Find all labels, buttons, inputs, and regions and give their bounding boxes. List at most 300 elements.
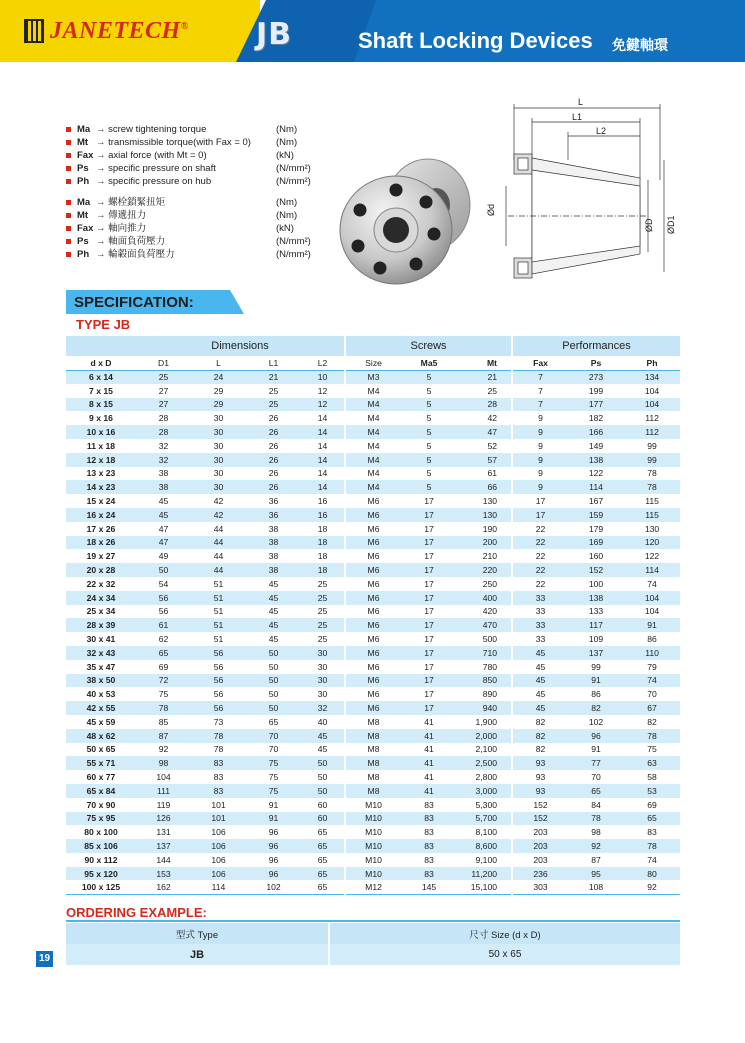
table-row: [66, 674, 680, 688]
table-cell: 91: [568, 743, 624, 757]
table-cell: 45: [512, 687, 568, 701]
legend-text: 螺栓鎖緊扭矩: [108, 197, 166, 208]
table-row: [66, 549, 680, 563]
table-cell: M6: [345, 494, 401, 508]
table-cell: 111: [136, 784, 191, 798]
table-cell: 38: [246, 536, 301, 550]
arrow-icon: →: [96, 163, 106, 174]
legend-description: [96, 123, 206, 136]
table-cell: 80 x 100: [66, 825, 136, 839]
table-cell: 74: [624, 577, 680, 591]
table-cell: 95 x 120: [66, 867, 136, 881]
table-cell: 50: [301, 770, 345, 784]
specification-title: SPECIFICATION:: [74, 294, 194, 311]
table-cell: 42: [191, 494, 246, 508]
table-cell: M6: [345, 660, 401, 674]
table-cell: 25: [301, 577, 345, 591]
table-cell: 710: [457, 646, 512, 660]
table-cell: 106: [191, 853, 246, 867]
table-cell: 51: [191, 577, 246, 591]
table-row: [66, 812, 680, 826]
bullet-icon: [66, 226, 71, 231]
table-cell: 93: [512, 756, 568, 770]
table-cell: 138: [568, 591, 624, 605]
table-cell: 122: [568, 467, 624, 481]
table-cell: 114: [568, 480, 624, 494]
table-cell: 101: [191, 812, 246, 826]
table-cell: 160: [568, 549, 624, 563]
legend-unit: (N/mm²): [276, 176, 311, 187]
table-cell: 1,900: [457, 715, 512, 729]
table-cell: 200: [457, 536, 512, 550]
table-cell: M4: [345, 480, 401, 494]
table-cell: 26: [246, 467, 301, 481]
table-cell: 24 x 34: [66, 591, 136, 605]
column-header: Ph: [624, 356, 680, 370]
table-cell: 22: [512, 577, 568, 591]
table-row: [66, 425, 680, 439]
legend-description: [96, 149, 207, 162]
table-cell: 210: [457, 549, 512, 563]
table-cell: 56: [191, 660, 246, 674]
table-cell: 92: [136, 743, 191, 757]
table-cell: 33: [512, 605, 568, 619]
legend-description: [96, 136, 251, 149]
table-cell: 93: [512, 770, 568, 784]
ordering-size-value: 50 x 65: [329, 944, 680, 965]
table-cell: 179: [568, 522, 624, 536]
table-cell: 96: [246, 867, 301, 881]
table-cell: 56: [191, 687, 246, 701]
table-cell: 137: [568, 646, 624, 660]
brand-logo: [50, 18, 189, 45]
table-cell: 66: [457, 480, 512, 494]
table-cell: 95: [568, 867, 624, 881]
table-cell: 17: [401, 494, 457, 508]
table-cell: 65: [301, 825, 345, 839]
arrow-icon: →: [96, 137, 106, 148]
table-cell: 24: [191, 370, 246, 384]
table-cell: 50: [246, 674, 301, 688]
table-row: [66, 536, 680, 550]
table-cell: 55 x 71: [66, 756, 136, 770]
table-cell: 40 x 53: [66, 687, 136, 701]
table-row: [66, 577, 680, 591]
table-cell: 122: [624, 549, 680, 563]
table-cell: 75: [624, 743, 680, 757]
table-cell: 114: [624, 563, 680, 577]
bullet-icon: [66, 239, 71, 244]
table-cell: 8 x 15: [66, 398, 136, 412]
table-cell: 45: [512, 701, 568, 715]
table-cell: 162: [136, 880, 191, 894]
table-cell: 14: [301, 480, 345, 494]
table-cell: 144: [136, 853, 191, 867]
table-cell: M8: [345, 729, 401, 743]
table-cell: 32: [136, 453, 191, 467]
table-cell: 15 x 24: [66, 494, 136, 508]
table-row: [66, 729, 680, 743]
table-cell: 92: [624, 880, 680, 894]
table-cell: 17: [401, 536, 457, 550]
table-cell: M8: [345, 756, 401, 770]
table-cell: 78: [624, 467, 680, 481]
table-row: [66, 660, 680, 674]
table-cell: 203: [512, 825, 568, 839]
legend-unit: (N/mm²): [276, 163, 311, 174]
legend-text: specific pressure on shaft: [108, 163, 216, 174]
table-cell: 9: [512, 467, 568, 481]
table-cell: 126: [136, 812, 191, 826]
page-title-zh: 免鍵軸環: [612, 38, 668, 54]
table-cell: 177: [568, 398, 624, 412]
table-cell: 104: [624, 605, 680, 619]
table-cell: 133: [568, 605, 624, 619]
table-cell: 30: [191, 467, 246, 481]
table-row: [66, 384, 680, 398]
table-cell: 11 x 18: [66, 439, 136, 453]
table-cell: 86: [568, 687, 624, 701]
table-cell: 130: [457, 494, 512, 508]
table-cell: 61: [136, 618, 191, 632]
table-cell: M6: [345, 522, 401, 536]
table-cell: 17: [512, 494, 568, 508]
table-cell: 63: [624, 756, 680, 770]
legend-symbol: Ma: [77, 124, 91, 135]
table-cell: 25: [301, 605, 345, 619]
table-cell: 8,600: [457, 839, 512, 853]
table-cell: 17: [401, 549, 457, 563]
table-cell: 3,000: [457, 784, 512, 798]
table-cell: 38: [136, 480, 191, 494]
arrow-icon: →: [96, 124, 106, 135]
table-cell: 5: [401, 411, 457, 425]
table-cell: 18: [301, 536, 345, 550]
table-row: [66, 770, 680, 784]
bullet-icon: [66, 252, 71, 257]
table-cell: 65: [136, 646, 191, 660]
table-cell: 11,200: [457, 867, 512, 881]
dimension-D: ØD: [644, 218, 654, 232]
legend-unit: (kN): [276, 150, 294, 161]
table-cell: 70: [246, 743, 301, 757]
arrow-icon: →: [96, 223, 106, 234]
page-header: [0, 0, 745, 62]
table-cell: 60: [301, 812, 345, 826]
arrow-icon: →: [96, 210, 106, 221]
table-cell: 153: [136, 867, 191, 881]
table-cell: 45 x 59: [66, 715, 136, 729]
table-cell: 69: [624, 798, 680, 812]
table-cell: 25: [301, 632, 345, 646]
table-cell: 91: [624, 618, 680, 632]
table-body: [66, 370, 680, 894]
table-cell: 9,100: [457, 853, 512, 867]
table-cell: 45: [246, 591, 301, 605]
table-cell: 131: [136, 825, 191, 839]
group-performances: Performances: [512, 336, 680, 356]
table-cell: 70: [246, 729, 301, 743]
legend-text: 輪轂面負荷壓力: [108, 249, 175, 260]
table-row: [66, 467, 680, 481]
table-row: [66, 880, 680, 894]
table-cell: 138: [568, 453, 624, 467]
table-cell: 112: [624, 411, 680, 425]
legend-text: screw tightening torque: [108, 124, 207, 135]
table-cell: 45: [512, 660, 568, 674]
table-cell: 104: [136, 770, 191, 784]
table-cell: 115: [624, 494, 680, 508]
table-cell: 199: [568, 384, 624, 398]
table-cell: 22: [512, 563, 568, 577]
table-cell: 203: [512, 839, 568, 853]
table-row: [66, 825, 680, 839]
legend-description: [96, 162, 216, 175]
brand-logo-icon: [24, 19, 44, 43]
table-cell: 61: [457, 467, 512, 481]
ordering-value-row: [66, 944, 680, 965]
table-row: [66, 784, 680, 798]
table-cell: 65: [301, 839, 345, 853]
table-cell: 85: [136, 715, 191, 729]
table-cell: 58: [624, 770, 680, 784]
table-cell: 5: [401, 439, 457, 453]
arrow-icon: →: [96, 249, 106, 260]
table-cell: M6: [345, 646, 401, 660]
table-cell: 45: [246, 632, 301, 646]
registered-mark: ®: [180, 21, 189, 32]
table-cell: 28: [457, 398, 512, 412]
product-image: [328, 150, 478, 290]
table-cell: 75: [246, 770, 301, 784]
table-cell: 45: [246, 577, 301, 591]
table-cell: 9: [512, 480, 568, 494]
table-row: [66, 563, 680, 577]
table-cell: 83: [191, 770, 246, 784]
table-cell: 35 x 47: [66, 660, 136, 674]
table-row: [66, 370, 680, 384]
table-cell: 50: [136, 563, 191, 577]
table-cell: 14: [301, 411, 345, 425]
table-cell: 17: [401, 618, 457, 632]
table-cell: 134: [624, 370, 680, 384]
dimension-L2: L2: [596, 126, 607, 136]
table-row: [66, 715, 680, 729]
legend-unit: (Nm): [276, 210, 298, 221]
bullet-icon: [66, 179, 71, 184]
column-header: Fax: [512, 356, 568, 370]
table-cell: 14: [301, 467, 345, 481]
table-cell: 38: [246, 549, 301, 563]
table-cell: 65: [624, 812, 680, 826]
table-cell: 56: [136, 591, 191, 605]
table-cell: 104: [624, 591, 680, 605]
table-cell: 18: [301, 549, 345, 563]
table-cell: 25: [457, 384, 512, 398]
brand-name: JANETECH: [50, 18, 181, 44]
table-cell: 33: [512, 632, 568, 646]
table-cell: 25: [246, 398, 301, 412]
table-cell: M10: [345, 839, 401, 853]
table-cell: 10: [301, 370, 345, 384]
table-cell: 65: [301, 880, 345, 894]
table-cell: M6: [345, 618, 401, 632]
table-row: [66, 701, 680, 715]
table-cell: 17: [401, 660, 457, 674]
table-cell: 93: [512, 784, 568, 798]
table-cell: 83: [401, 812, 457, 826]
table-cell: 83: [624, 825, 680, 839]
table-row: [66, 439, 680, 453]
arrow-icon: →: [96, 150, 106, 161]
table-cell: 65: [301, 867, 345, 881]
table-cell: 42: [457, 411, 512, 425]
table-cell: 470: [457, 618, 512, 632]
table-cell: 152: [512, 812, 568, 826]
table-cell: 17 x 26: [66, 522, 136, 536]
table-cell: 96: [246, 825, 301, 839]
table-cell: 117: [568, 618, 624, 632]
table-cell: 32: [301, 701, 345, 715]
table-cell: 70: [568, 770, 624, 784]
table-cell: M4: [345, 411, 401, 425]
table-cell: 16: [301, 494, 345, 508]
table-cell: 7: [512, 384, 568, 398]
table-cell: 26: [246, 411, 301, 425]
table-row: [66, 756, 680, 770]
bullet-icon: [66, 166, 71, 171]
table-cell: 17: [401, 577, 457, 591]
table-cell: 30: [191, 425, 246, 439]
column-header: Size: [345, 356, 401, 370]
bullet-icon: [66, 127, 71, 132]
table-cell: 40: [301, 715, 345, 729]
table-cell: 19 x 27: [66, 549, 136, 563]
table-row: [66, 411, 680, 425]
table-cell: 5: [401, 384, 457, 398]
column-header: L1: [246, 356, 301, 370]
legend-symbol: Mt: [77, 137, 89, 148]
table-cell: 17: [512, 508, 568, 522]
bullet-icon: [66, 153, 71, 158]
table-cell: 50: [246, 646, 301, 660]
table-cell: 10 x 16: [66, 425, 136, 439]
table-cell: 28: [136, 411, 191, 425]
table-row: [66, 522, 680, 536]
table-cell: 45: [246, 605, 301, 619]
table-cell: 69: [136, 660, 191, 674]
ordering-type-label: 型式 Type: [66, 923, 329, 944]
table-cell: 87: [136, 729, 191, 743]
table-cell: 152: [568, 563, 624, 577]
table-cell: 49: [136, 549, 191, 563]
table-cell: M4: [345, 453, 401, 467]
table-cell: 9: [512, 411, 568, 425]
table-cell: 96: [246, 853, 301, 867]
table-cell: 56: [191, 701, 246, 715]
table-cell: 28 x 39: [66, 618, 136, 632]
page-number: 19: [36, 951, 53, 967]
table-cell: 52: [457, 439, 512, 453]
table-row: [66, 494, 680, 508]
group-screws: Screws: [345, 336, 512, 356]
table-cell: 114: [191, 880, 246, 894]
table-cell: 82: [624, 715, 680, 729]
table-cell: 166: [568, 425, 624, 439]
column-header: Ma5: [401, 356, 457, 370]
table-column-header: [66, 356, 680, 370]
ordering-title: ORDERING EXAMPLE:: [66, 905, 207, 920]
table-cell: 45: [246, 618, 301, 632]
table-cell: 2,000: [457, 729, 512, 743]
table-cell: 30: [191, 411, 246, 425]
table-cell: 102: [246, 880, 301, 894]
table-cell: 220: [457, 563, 512, 577]
table-cell: 51: [191, 605, 246, 619]
table-cell: 5: [401, 425, 457, 439]
table-cell: M6: [345, 549, 401, 563]
table-cell: 100 x 125: [66, 880, 136, 894]
table-cell: 9: [512, 439, 568, 453]
column-header: Ps: [568, 356, 624, 370]
group-blank: [66, 336, 136, 356]
legend-symbol: Ph: [77, 176, 90, 187]
table-cell: 29: [191, 398, 246, 412]
table-cell: 99: [568, 660, 624, 674]
ordering-header-row: [66, 923, 680, 944]
table-cell: 73: [191, 715, 246, 729]
table-cell: 91: [246, 812, 301, 826]
table-cell: 14: [301, 439, 345, 453]
table-cell: 80: [624, 867, 680, 881]
legend-symbol: Fax: [77, 223, 94, 234]
table-row: [66, 632, 680, 646]
table-cell: 182: [568, 411, 624, 425]
column-header: L: [191, 356, 246, 370]
table-cell: M6: [345, 605, 401, 619]
table-cell: 27: [136, 384, 191, 398]
table-cell: 41: [401, 743, 457, 757]
table-cell: 28: [136, 425, 191, 439]
legend-symbol: Mt: [77, 210, 89, 221]
table-row: [66, 867, 680, 881]
table-cell: 26: [246, 480, 301, 494]
table-cell: 250: [457, 577, 512, 591]
legend-unit: (N/mm²): [276, 236, 311, 247]
table-cell: 45: [136, 494, 191, 508]
table-cell: 5: [401, 467, 457, 481]
table-group-header: [66, 336, 680, 356]
table-cell: 65: [568, 784, 624, 798]
ordering-type-value: JB: [66, 944, 329, 965]
table-cell: 159: [568, 508, 624, 522]
table-cell: 51: [191, 591, 246, 605]
table-cell: 82: [512, 743, 568, 757]
table-cell: M4: [345, 439, 401, 453]
table-cell: 26: [246, 439, 301, 453]
table-cell: 30: [191, 439, 246, 453]
table-cell: 62: [136, 632, 191, 646]
table-cell: 82: [512, 715, 568, 729]
table-cell: 16 x 24: [66, 508, 136, 522]
table-cell: 47: [457, 425, 512, 439]
table-cell: 12: [301, 384, 345, 398]
table-row: [66, 398, 680, 412]
dimension-L: L: [578, 97, 584, 107]
table-cell: 36: [246, 494, 301, 508]
table-row: [66, 591, 680, 605]
table-cell: 92: [568, 839, 624, 853]
